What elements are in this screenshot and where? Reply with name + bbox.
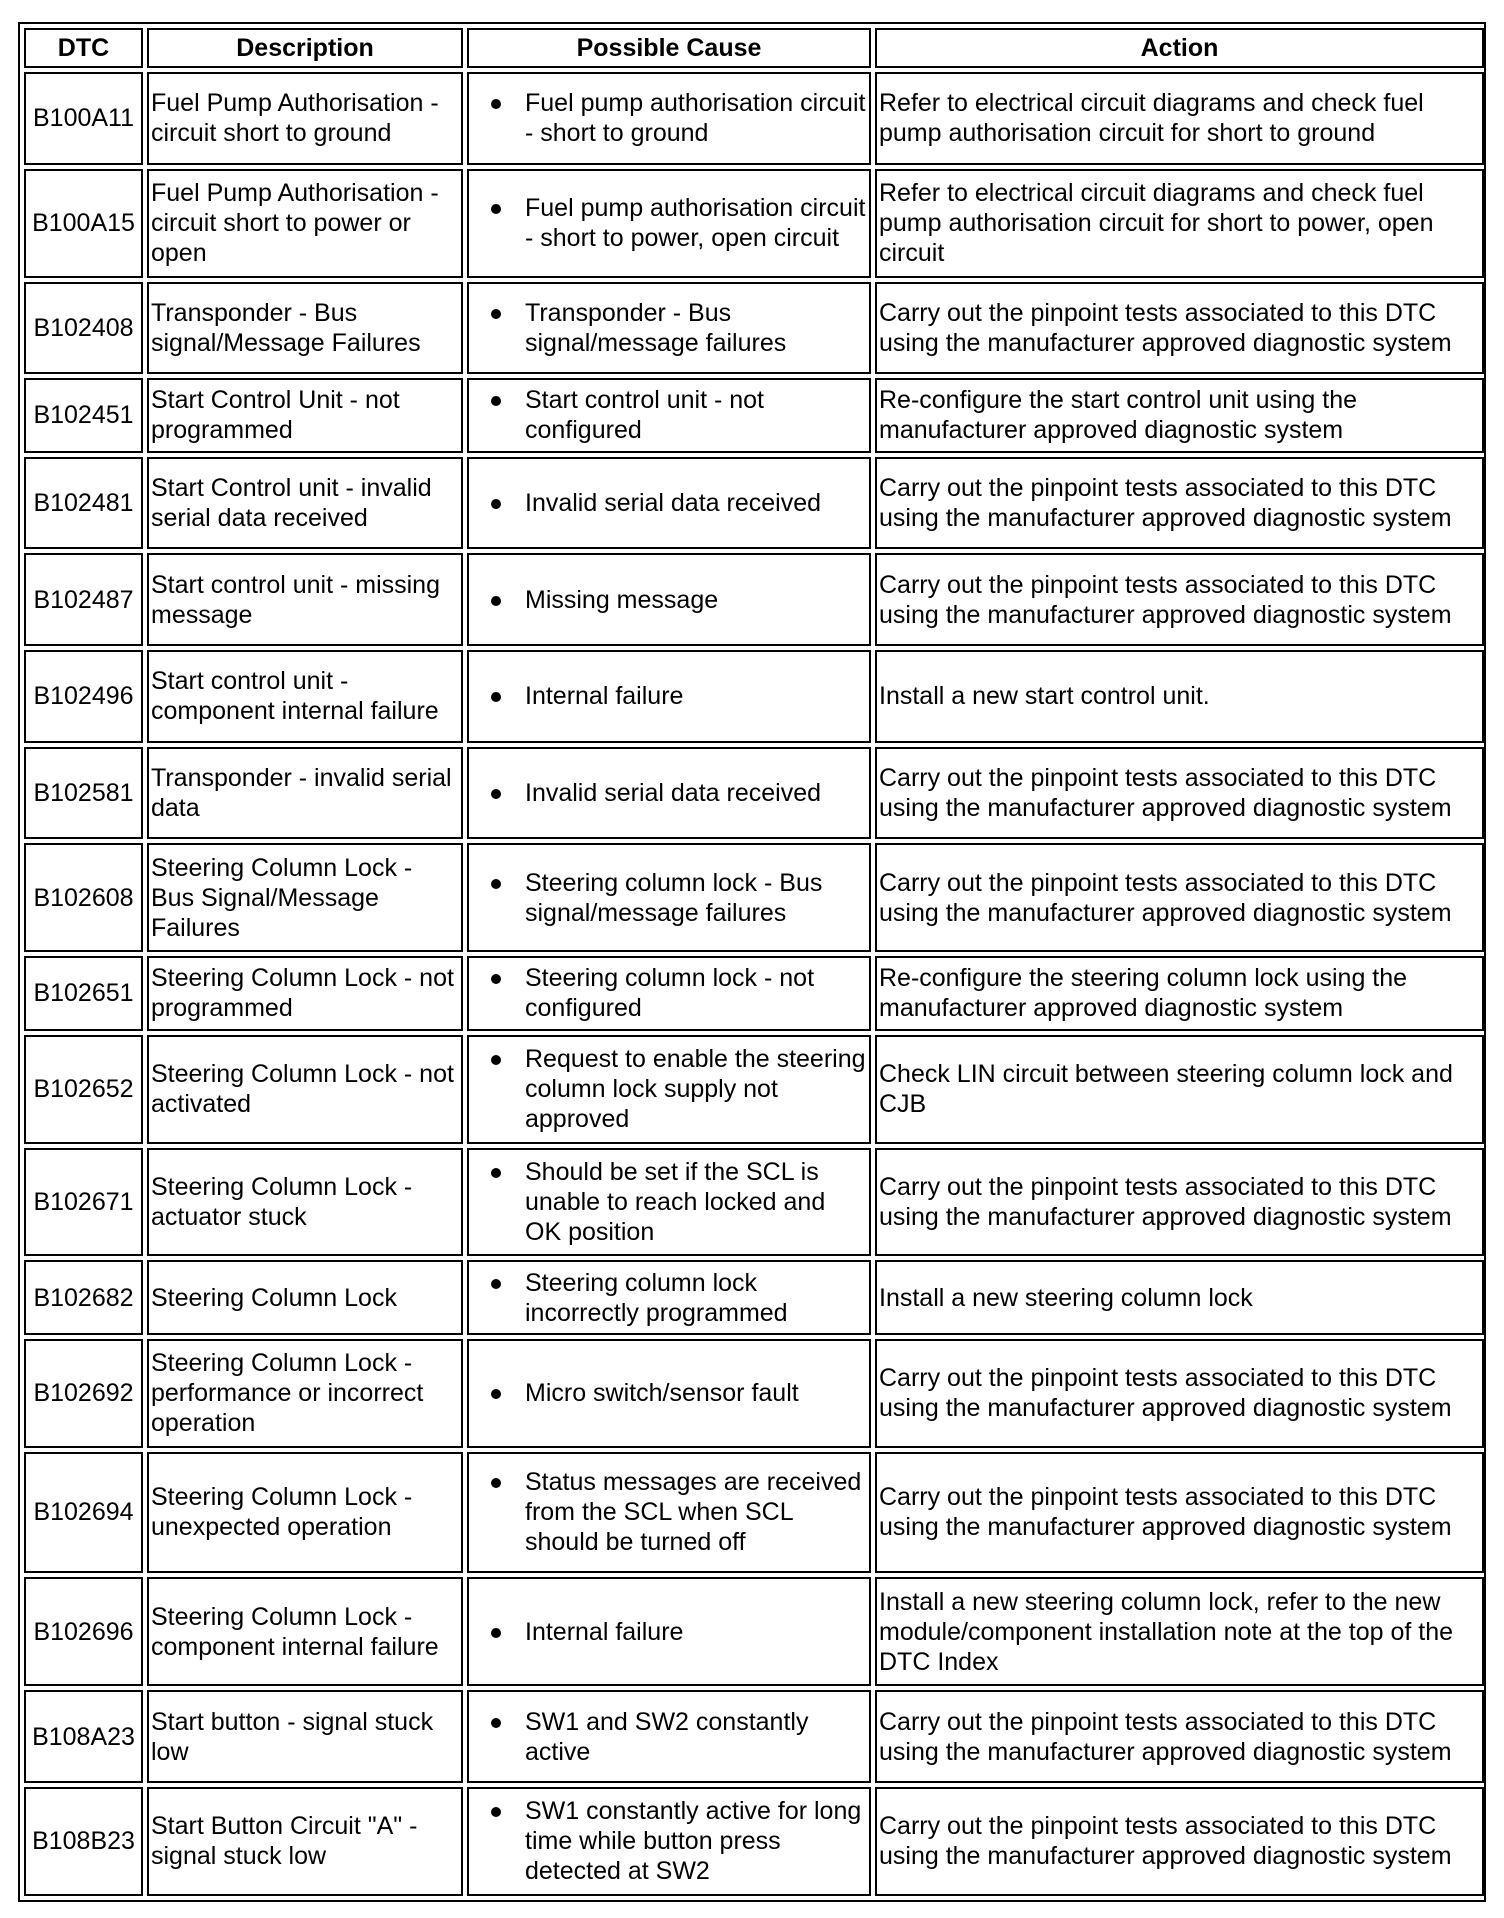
- possible-cause-item: Request to enable the steering column lock supply not approved: [525, 1045, 866, 1134]
- possible-cause-cell: [467, 747, 871, 840]
- possible-cause-item: Fuel pump authorisation circuit - short to power, open circuit: [525, 194, 866, 253]
- dtc-action: Carry out the pinpoint tests associated to this DTC using the manufacturer approved diagnostic system: [875, 1452, 1484, 1574]
- possible-cause-list: [471, 1617, 867, 1647]
- dtc-code: B102694: [24, 1452, 143, 1574]
- column-header-possible-cause: Possible Cause: [467, 28, 871, 68]
- table-row: [24, 1260, 1484, 1334]
- possible-cause-cell: [467, 378, 871, 452]
- table-row: [24, 72, 1484, 165]
- dtc-action: Carry out the pinpoint tests associated to this DTC using the manufacturer approved diagnostic system: [875, 457, 1484, 550]
- dtc-description: Start Control Unit - not programmed: [147, 378, 463, 452]
- dtc-code: B100A11: [24, 72, 143, 165]
- possible-cause-list: [471, 1044, 867, 1134]
- dtc-code: B102608: [24, 843, 143, 952]
- dtc-action: Refer to electrical circuit diagrams and check fuel pump authorisation circuit for short to power, open circuit: [875, 169, 1484, 278]
- dtc-code: B102692: [24, 1339, 143, 1448]
- possible-cause-item: Invalid serial data received: [525, 778, 867, 808]
- possible-cause-item: SW1 constantly active for long time while button press detected at SW2: [525, 1796, 867, 1886]
- possible-cause-cell: [467, 843, 871, 952]
- dtc-action: Carry out the pinpoint tests associated to this DTC using the manufacturer approved diagnostic system: [875, 1787, 1484, 1896]
- column-header-description: Description: [147, 28, 463, 68]
- dtc-code: B102696: [24, 1577, 143, 1686]
- possible-cause-cell: [467, 1452, 871, 1574]
- dtc-code: B102496: [24, 650, 143, 743]
- dtc-action: Carry out the pinpoint tests associated to this DTC using the manufacturer approved diagnostic system: [875, 747, 1484, 840]
- possible-cause-list: [471, 488, 867, 518]
- header-row: [24, 28, 1484, 68]
- possible-cause-item: Steering column lock - not configured: [525, 963, 867, 1023]
- possible-cause-cell: [467, 1260, 871, 1334]
- dtc-description: Steering Column Lock - actuator stuck: [147, 1148, 463, 1257]
- column-header-dtc: DTC: [24, 28, 143, 68]
- possible-cause-cell: [467, 72, 871, 165]
- possible-cause-list: [471, 298, 867, 358]
- possible-cause-list: [471, 868, 867, 928]
- dtc-code: B102451: [24, 378, 143, 452]
- dtc-description: Start control unit - missing message: [147, 553, 463, 646]
- dtc-action: Check LIN circuit between steering column lock and CJB: [875, 1035, 1484, 1144]
- table-row: [24, 1148, 1484, 1257]
- table-row: [24, 1787, 1484, 1896]
- dtc-description: Transponder - invalid serial data: [147, 747, 463, 840]
- dtc-code: B102487: [24, 553, 143, 646]
- dtc-code: B102408: [24, 282, 143, 375]
- dtc-description: Start control unit - component internal failure: [147, 650, 463, 743]
- dtc-action: Install a new steering column lock, refer to the new module/component installation note at the top of the DTC Index: [875, 1577, 1484, 1686]
- possible-cause-list: [471, 1378, 867, 1408]
- dtc-code: B108B23: [24, 1787, 143, 1896]
- table-row: [24, 282, 1484, 375]
- possible-cause-item: Missing message: [525, 585, 867, 615]
- dtc-action: Install a new steering column lock: [875, 1260, 1484, 1334]
- possible-cause-item: Transponder - Bus signal/message failures: [525, 298, 867, 358]
- possible-cause-list: [471, 1157, 867, 1247]
- dtc-code: B102652: [24, 1035, 143, 1144]
- possible-cause-list: [471, 193, 867, 253]
- table-row: [24, 378, 1484, 452]
- possible-cause-cell: [467, 1148, 871, 1257]
- possible-cause-item: Steering column lock incorrectly programmed: [525, 1268, 867, 1328]
- dtc-description: Steering Column Lock - unexpected operation: [147, 1452, 463, 1574]
- dtc-description: Start Button Circuit "A" - signal stuck low: [147, 1787, 463, 1896]
- table-row: [24, 1035, 1484, 1144]
- dtc-table: [20, 24, 1488, 1900]
- possible-cause-item: Invalid serial data received: [525, 488, 867, 518]
- possible-cause-cell: [467, 169, 871, 278]
- possible-cause-list: [471, 1467, 867, 1557]
- possible-cause-list: [471, 385, 867, 445]
- possible-cause-cell: [467, 282, 871, 375]
- dtc-code: B102481: [24, 457, 143, 550]
- dtc-code: B102671: [24, 1148, 143, 1257]
- dtc-description: Start button - signal stuck low: [147, 1690, 463, 1783]
- table-row: [24, 1577, 1484, 1686]
- table-row: [24, 553, 1484, 646]
- possible-cause-list: [471, 1707, 867, 1767]
- dtc-action: Carry out the pinpoint tests associated to this DTC using the manufacturer approved diagnostic system: [875, 1690, 1484, 1783]
- possible-cause-cell: [467, 1577, 871, 1686]
- dtc-action: Carry out the pinpoint tests associated to this DTC using the manufacturer approved diagnostic system: [875, 1339, 1484, 1448]
- table-row: [24, 1339, 1484, 1448]
- dtc-action: Refer to electrical circuit diagrams and check fuel pump authorisation circuit for short to ground: [875, 72, 1484, 165]
- dtc-description: Steering Column Lock - performance or incorrect operation: [147, 1339, 463, 1448]
- table-row: [24, 169, 1484, 278]
- dtc-action: Install a new start control unit.: [875, 650, 1484, 743]
- possible-cause-cell: [467, 650, 871, 743]
- possible-cause-list: [471, 1268, 867, 1328]
- possible-cause-item: SW1 and SW2 constantly active: [525, 1707, 867, 1767]
- possible-cause-item: Start control unit - not configured: [525, 385, 867, 445]
- table-row: [24, 1690, 1484, 1783]
- dtc-code: B102651: [24, 956, 143, 1030]
- table-row: [24, 457, 1484, 550]
- dtc-action: Re-configure the start control unit using the manufacturer approved diagnostic system: [875, 378, 1484, 452]
- possible-cause-cell: [467, 457, 871, 550]
- possible-cause-item: Steering column lock - Bus signal/message failures: [525, 868, 867, 928]
- possible-cause-item: Should be set if the SCL is unable to reach locked and OK position: [525, 1157, 867, 1247]
- table-row: [24, 650, 1484, 743]
- possible-cause-item: Internal failure: [525, 1617, 867, 1647]
- dtc-code: B102581: [24, 747, 143, 840]
- dtc-description: Steering Column Lock - component internal failure: [147, 1577, 463, 1686]
- possible-cause-item: Internal failure: [525, 681, 867, 711]
- possible-cause-cell: [467, 1690, 871, 1783]
- dtc-description: Fuel Pump Authorisation - circuit short to ground: [147, 72, 463, 165]
- dtc-description: Steering Column Lock - Bus Signal/Message Failures: [147, 843, 463, 952]
- column-header-action: Action: [875, 28, 1484, 68]
- possible-cause-cell: [467, 1339, 871, 1448]
- dtc-description: Steering Column Lock - not activated: [147, 1035, 463, 1144]
- possible-cause-item: Status messages are received from the SCL when SCL should be turned off: [525, 1467, 867, 1557]
- dtc-action: Carry out the pinpoint tests associated to this DTC using the manufacturer approved diagnostic system: [875, 843, 1484, 952]
- dtc-description: Transponder - Bus signal/Message Failures: [147, 282, 463, 375]
- dtc-code: B100A15: [24, 169, 143, 278]
- dtc-action: Re-configure the steering column lock using the manufacturer approved diagnostic system: [875, 956, 1484, 1030]
- dtc-description: Fuel Pump Authorisation - circuit short to power or open: [147, 169, 463, 278]
- dtc-description: Steering Column Lock: [147, 1260, 463, 1334]
- dtc-action: Carry out the pinpoint tests associated to this DTC using the manufacturer approved diagnostic system: [875, 282, 1484, 375]
- possible-cause-list: [471, 681, 867, 711]
- table-row: [24, 843, 1484, 952]
- table-row: [24, 1452, 1484, 1574]
- possible-cause-list: [471, 963, 867, 1023]
- possible-cause-cell: [467, 553, 871, 646]
- table-row: [24, 747, 1484, 840]
- dtc-description: Steering Column Lock - not programmed: [147, 956, 463, 1030]
- dtc-code: B108A23: [24, 1690, 143, 1783]
- dtc-action: Carry out the pinpoint tests associated to this DTC using the manufacturer approved diagnostic system: [875, 553, 1484, 646]
- possible-cause-item: Fuel pump authorisation circuit - short to ground: [525, 89, 866, 148]
- possible-cause-list: [471, 88, 867, 148]
- possible-cause-cell: [467, 1787, 871, 1896]
- dtc-action: Carry out the pinpoint tests associated to this DTC using the manufacturer approved diagnostic system: [875, 1148, 1484, 1257]
- possible-cause-item: Micro switch/sensor fault: [525, 1378, 867, 1408]
- possible-cause-list: [471, 1796, 867, 1886]
- dtc-code: B102682: [24, 1260, 143, 1334]
- possible-cause-list: [471, 585, 867, 615]
- possible-cause-cell: [467, 956, 871, 1030]
- table-body: [24, 72, 1484, 1896]
- dtc-document: [18, 22, 1486, 1902]
- table-row: [24, 956, 1484, 1030]
- dtc-description: Start Control unit - invalid serial data received: [147, 457, 463, 550]
- possible-cause-cell: [467, 1035, 871, 1144]
- possible-cause-list: [471, 778, 867, 808]
